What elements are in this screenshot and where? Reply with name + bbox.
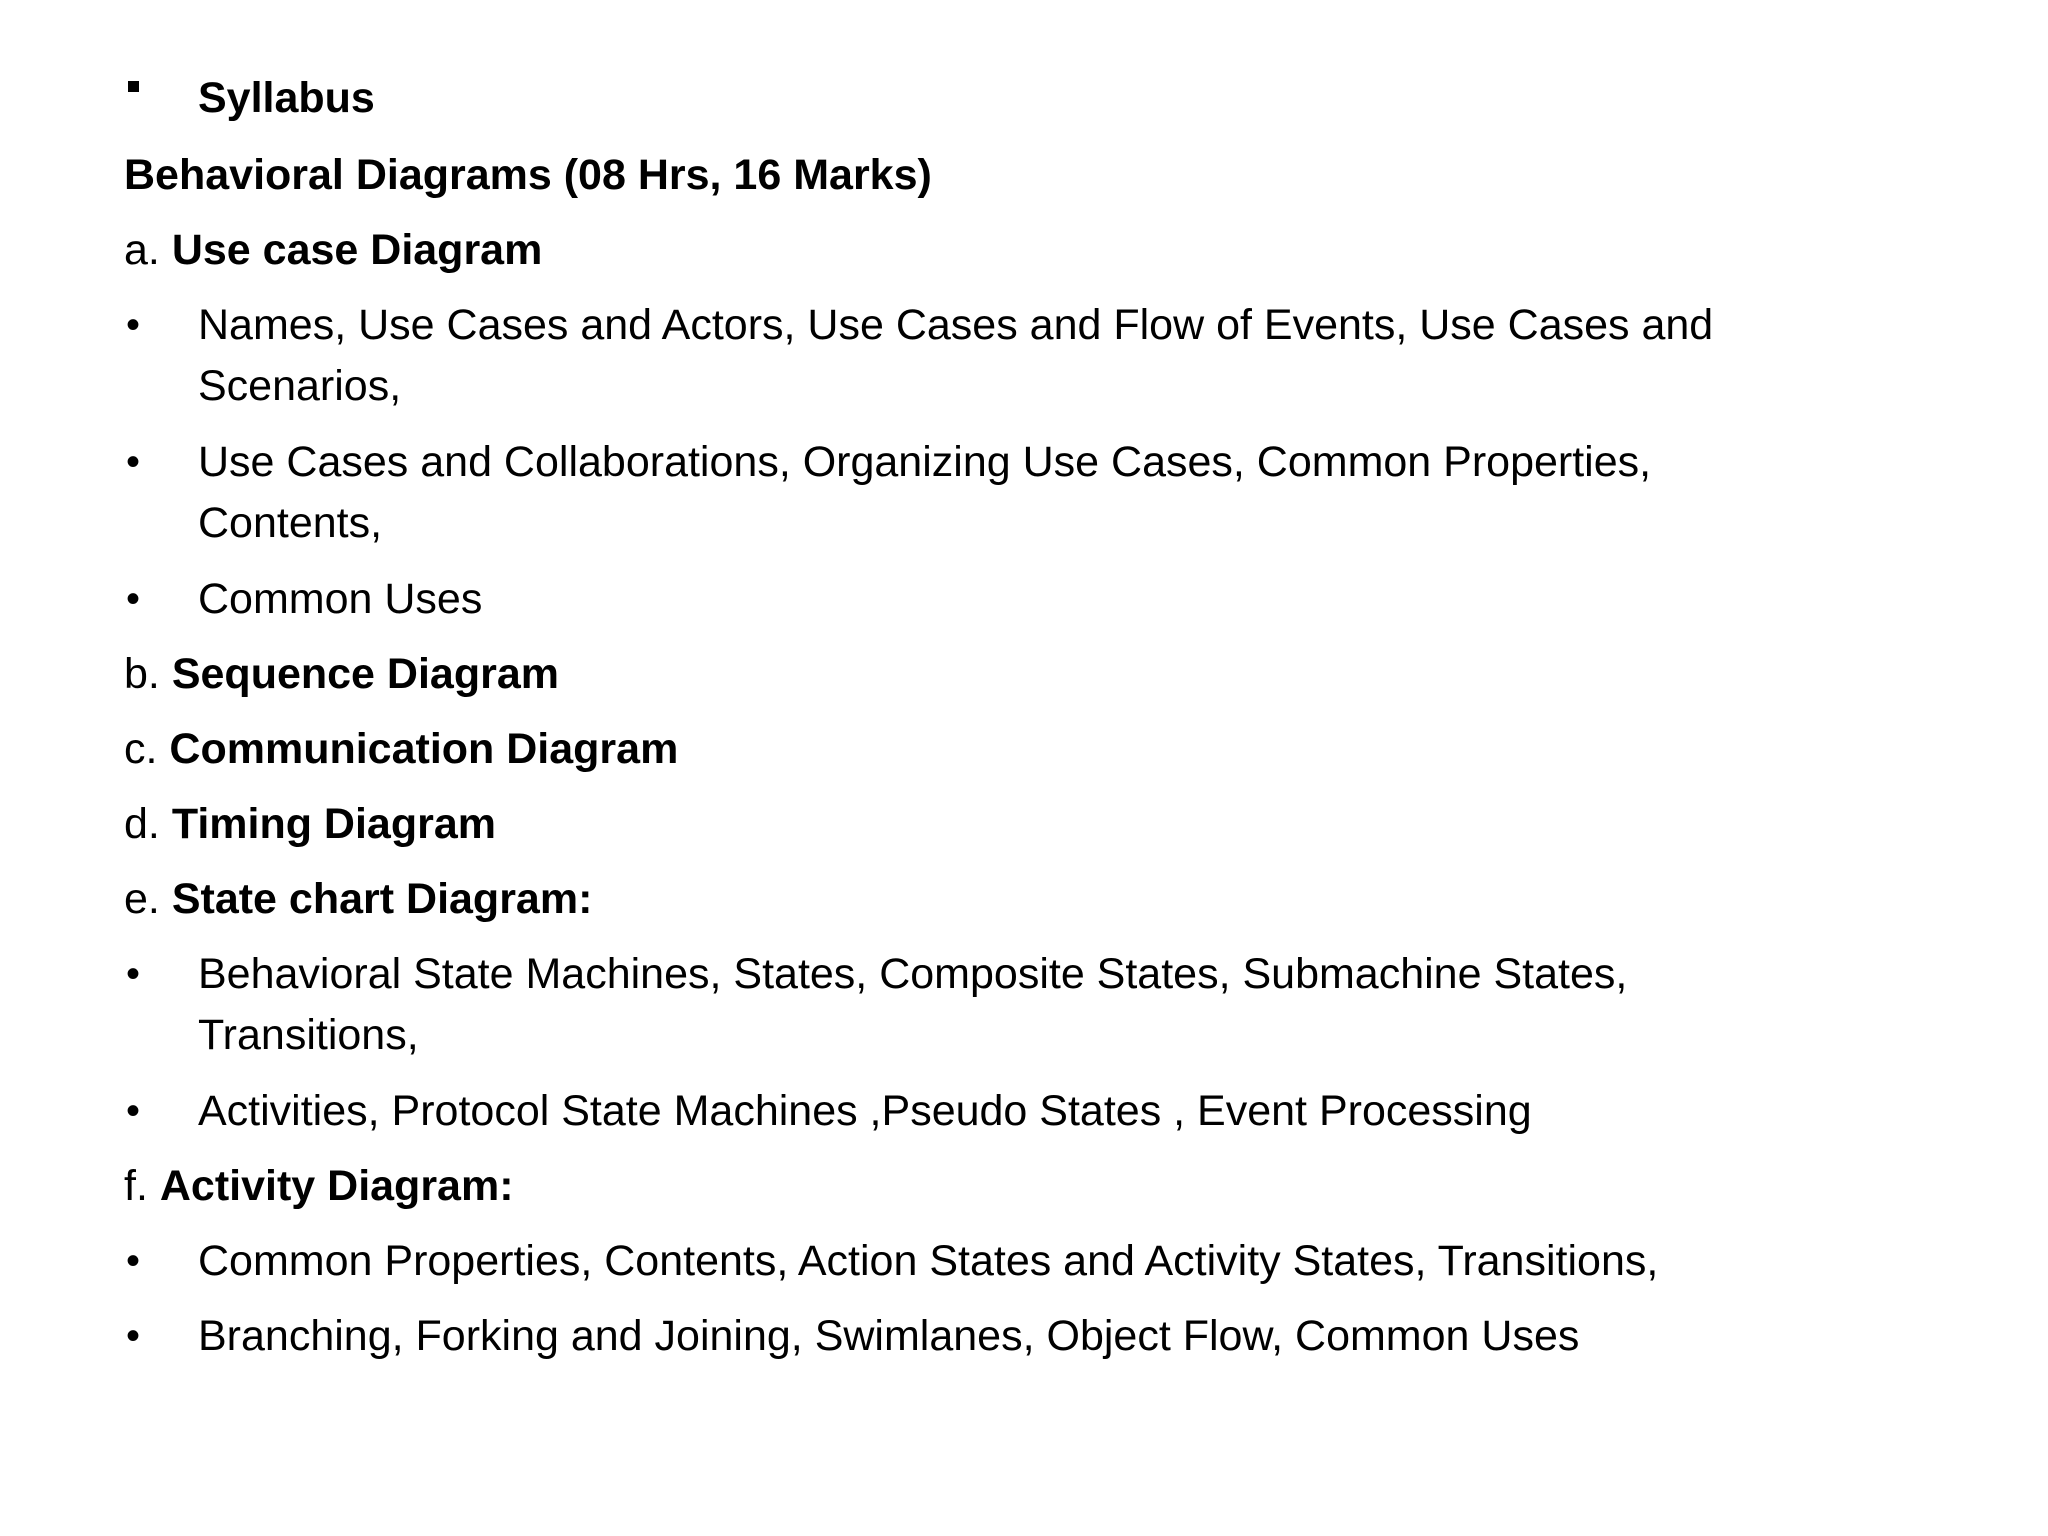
section-state-chart — [124, 869, 592, 930]
section-title: State chart Diagram: — [171, 875, 593, 923]
section-prefix: f. — [124, 1162, 148, 1210]
bullet-icon: • — [126, 1239, 141, 1283]
section-title: Timing Diagram — [171, 800, 496, 848]
bullet-text-continued: Scenarios, — [198, 362, 402, 410]
section-prefix: c. — [124, 725, 158, 773]
square-bullet-icon — [128, 81, 139, 92]
bullet-text: Names, Use Cases and Actors, Use Cases and Flow of Events, Use Cases and — [198, 301, 1714, 349]
slide-heading: Syllabus — [198, 74, 375, 122]
section-prefix: b. — [124, 650, 160, 698]
section-prefix: e. — [124, 875, 160, 923]
section-prefix: a. — [124, 226, 160, 274]
section-title: Activity Diagram: — [159, 1162, 514, 1210]
bullet-icon: • — [126, 1314, 141, 1358]
bullet-text: Common Properties, Contents, Action States and Activity States, Transitions, — [198, 1237, 1659, 1285]
section-activity — [124, 1156, 514, 1217]
section-title: Use case Diagram — [171, 226, 543, 274]
section-prefix: d. — [124, 800, 160, 848]
bullet-icon: • — [126, 440, 141, 484]
bullet-text-continued: Contents, — [198, 499, 383, 547]
bullet-text: Activities, Protocol State Machines ,Pseudo States , Event Processing — [198, 1087, 1532, 1135]
section-title: Communication Diagram — [169, 725, 679, 773]
bullet-icon: • — [126, 952, 141, 996]
section-timing — [124, 794, 496, 855]
module-title: Behavioral Diagrams (08 Hrs, 16 Marks) — [124, 151, 932, 199]
bullet-text: Behavioral State Machines, States, Composite States, Submachine States, — [198, 950, 1628, 998]
bullet-icon: • — [126, 1089, 141, 1133]
section-sequence — [124, 644, 559, 705]
bullet-text: Use Cases and Collaborations, Organizing Use Cases, Common Properties, — [198, 438, 1652, 486]
bullet-icon: • — [126, 303, 141, 347]
section-title: Sequence Diagram — [171, 650, 559, 698]
bullet-icon: • — [126, 577, 141, 621]
bullet-text: Common Uses — [198, 575, 483, 623]
section-communication — [124, 719, 678, 780]
bullet-text: Branching, Forking and Joining, Swimlanes, Object Flow, Common Uses — [198, 1312, 1580, 1360]
bullet-text-continued: Transitions, — [198, 1011, 419, 1059]
section-use-case — [124, 220, 542, 281]
